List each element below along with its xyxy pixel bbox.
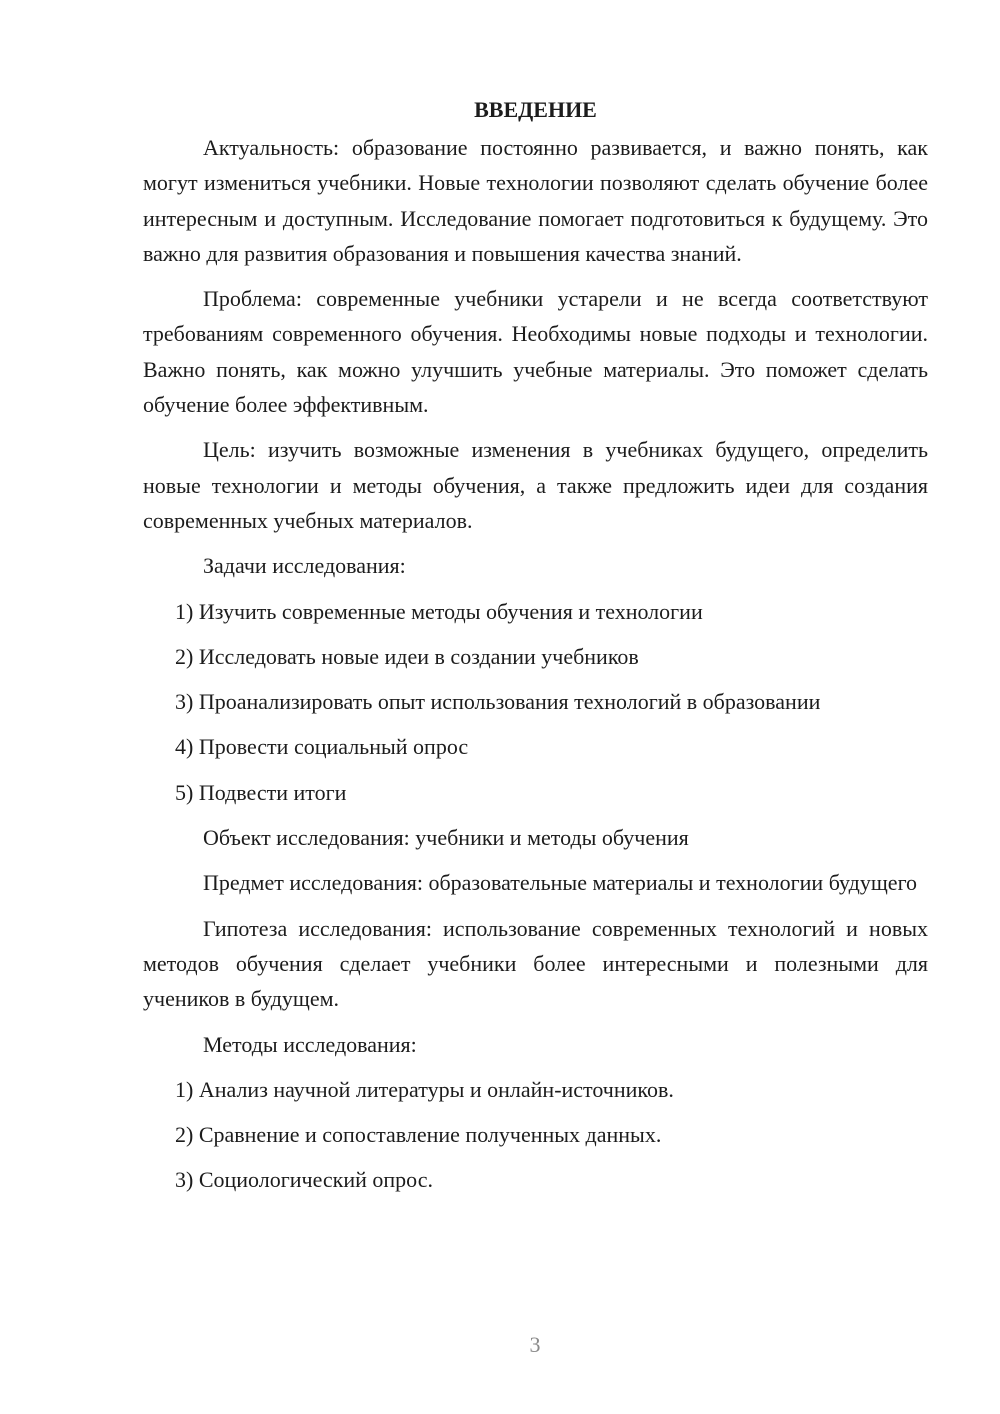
object-paragraph: Объект исследования: учебники и методы обучения xyxy=(203,825,689,851)
page-title: ВВЕДЕНИЕ xyxy=(474,97,597,122)
goal-paragraph: Цель: изучить возможные изменения в учебниках будущего, определить новые технологии и методы обучения, а также предложить идеи для создания современных учебных материалов. xyxy=(143,437,928,533)
tasks-list xyxy=(143,594,928,810)
page-number: 3 xyxy=(529,1332,541,1357)
methods-heading: Методы исследования: xyxy=(203,1031,417,1057)
tasks-heading: Задачи исследования: xyxy=(203,553,406,579)
methods-list xyxy=(143,1072,928,1198)
list-item: 3) Проанализировать опыт использования технологий в образовании xyxy=(175,689,821,715)
list-item: 1) Анализ научной литературы и онлайн-источников. xyxy=(175,1076,674,1102)
list-item: 1) Изучить современные методы обучения и технологии xyxy=(175,598,703,624)
hypothesis-paragraph: Гипотеза исследования: использование современных технологий и новых методов обучения сделает учебники более интересными и полезными для учеников в будущем. xyxy=(143,915,928,1012)
list-item: 3) Социологический опрос. xyxy=(175,1167,433,1193)
list-item: 2) Исследовать новые идеи в создании учебников xyxy=(175,643,639,669)
list-item: 2) Сравнение и сопоставление полученных данных. xyxy=(175,1122,662,1148)
relevance-paragraph: Актуальность: образование постоянно развивается, и важно понять, как могут измениться учебники. Новые технологии позволяют сделать обучение более интересным и доступным. Исследование помогает подготовиться к будущему. Это важно для развития образования и повышения качества знаний. xyxy=(143,135,928,266)
document-page xyxy=(143,92,928,1208)
subject-paragraph: Предмет исследования: образовательные материалы и технологии будущего xyxy=(203,870,918,896)
list-item: 4) Провести социальный опрос xyxy=(175,734,469,760)
problem-paragraph: Проблема: современные учебники устарели и не всегда соответствуют требованиям современного обучения. Необходимы новые подходы и технологии. Важно понять, как можно улучшить учебные материалы. Это поможет сделать обучение более эффективным. xyxy=(143,286,928,418)
list-item: 5) Подвести итоги xyxy=(175,779,347,805)
